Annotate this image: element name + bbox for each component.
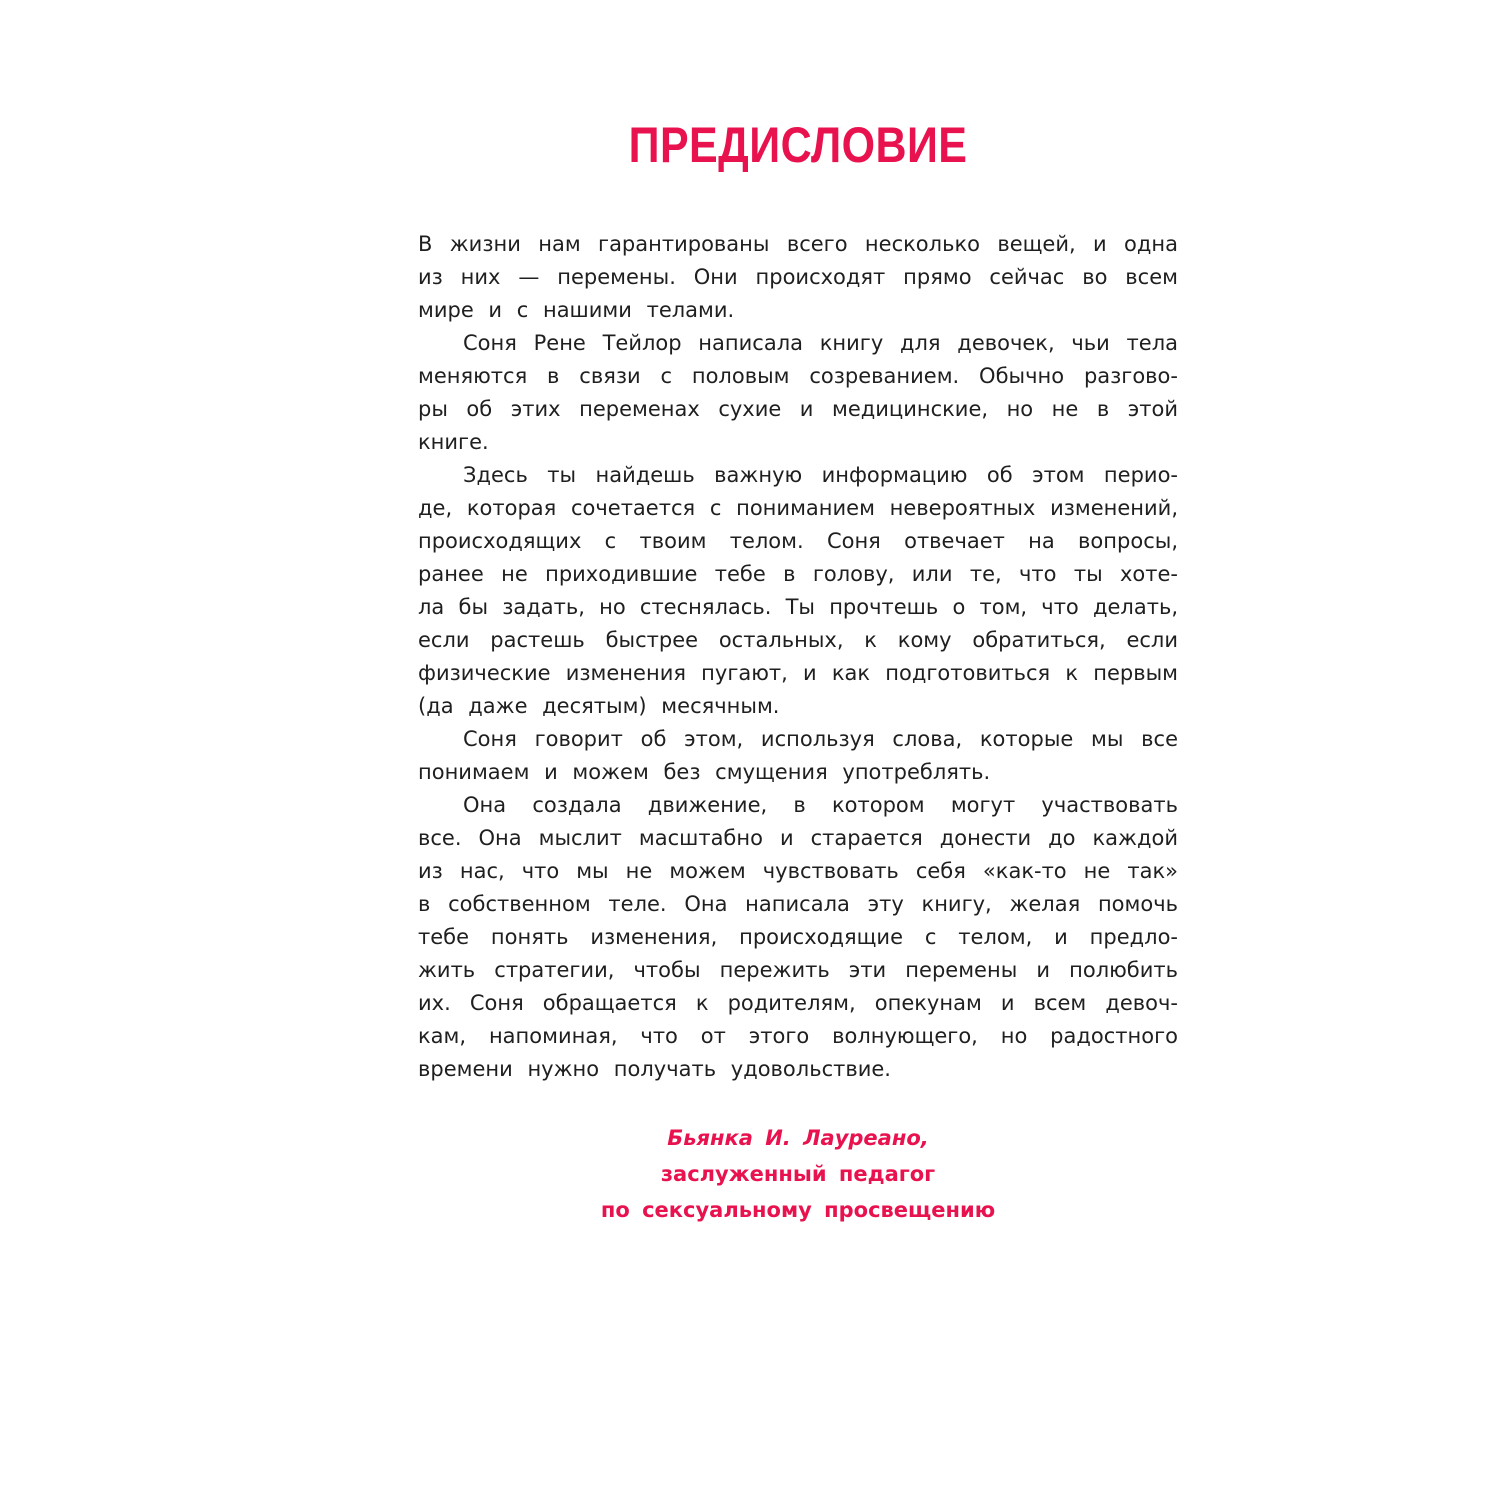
text-line: ла бы задать, но стеснялась. Ты прочтешь о том, что делать, (418, 595, 1178, 619)
text-line: происходящих с твоим телом. Соня отвечает на вопросы, (418, 529, 1178, 553)
page-title: ПРЕДИСЛОВИЕ (628, 117, 968, 173)
text-line: из нас, что мы не можем чувствовать себя «как-то не так» (418, 859, 1178, 883)
text-line: (да даже десятым) месячным. (418, 694, 780, 718)
text-line: жить стратегии, чтобы пережить эти перемены и полюбить (418, 958, 1178, 982)
text-line: В жизни нам гарантированы всего несколько вещей, и одна (418, 232, 1178, 256)
text-line: меняются в связи с половым созреванием. Обычно разгово- (418, 364, 1178, 388)
signature-role-line-2: по сексуальному просвещению (600, 1198, 996, 1222)
author-signature (0, 1120, 1500, 1228)
signature-name: Бьянка И. Лауреано, (667, 1126, 929, 1150)
text-line: де, которая сочетается с пониманием невероятных изменений, (418, 496, 1178, 520)
text-line: все. Она мыслит масштабно и старается донести до каждой (418, 826, 1178, 850)
text-line: их. Соня обращается к родителям, опекунам и всем девоч- (418, 991, 1178, 1015)
signature-role-line-1: заслуженный педагог (660, 1162, 936, 1186)
text-line: ры об этих переменах сухие и медицинские, но не в этой (418, 397, 1178, 421)
text-line: если растешь быстрее остальных, к кому обратиться, если (418, 628, 1178, 652)
foreword-body (418, 228, 1178, 1086)
text-line: тебе понять изменения, происходящие с телом, и предло- (418, 925, 1178, 949)
text-line: ранее не приходившие тебе в голову, или те, что ты хоте- (418, 562, 1178, 586)
text-line: Соня говорит об этом, используя слова, которые мы все (463, 727, 1178, 751)
text-line: понимаем и можем без смущения употреблять. (418, 760, 991, 784)
text-line: Соня Рене Тейлор написала книгу для девочек, чьи тела (463, 331, 1178, 355)
text-line: Здесь ты найдешь важную информацию об этом перио- (463, 463, 1178, 487)
text-line: книге. (418, 430, 489, 454)
text-line: в собственном теле. Она написала эту книгу, желая помочь (418, 892, 1178, 916)
text-line: Она создала движение, в котором могут участвовать (463, 793, 1178, 817)
text-line: из них — перемены. Они происходят прямо сейчас во всем (418, 265, 1178, 289)
text-line: мире и с нашими телами. (418, 298, 735, 322)
text-line: физические изменения пугают, и как подготовиться к первым (418, 661, 1178, 685)
text-line: времени нужно получать удовольствие. (418, 1057, 891, 1081)
text-line: кам, напоминая, что от этого волнующего, но радостного (418, 1024, 1178, 1048)
